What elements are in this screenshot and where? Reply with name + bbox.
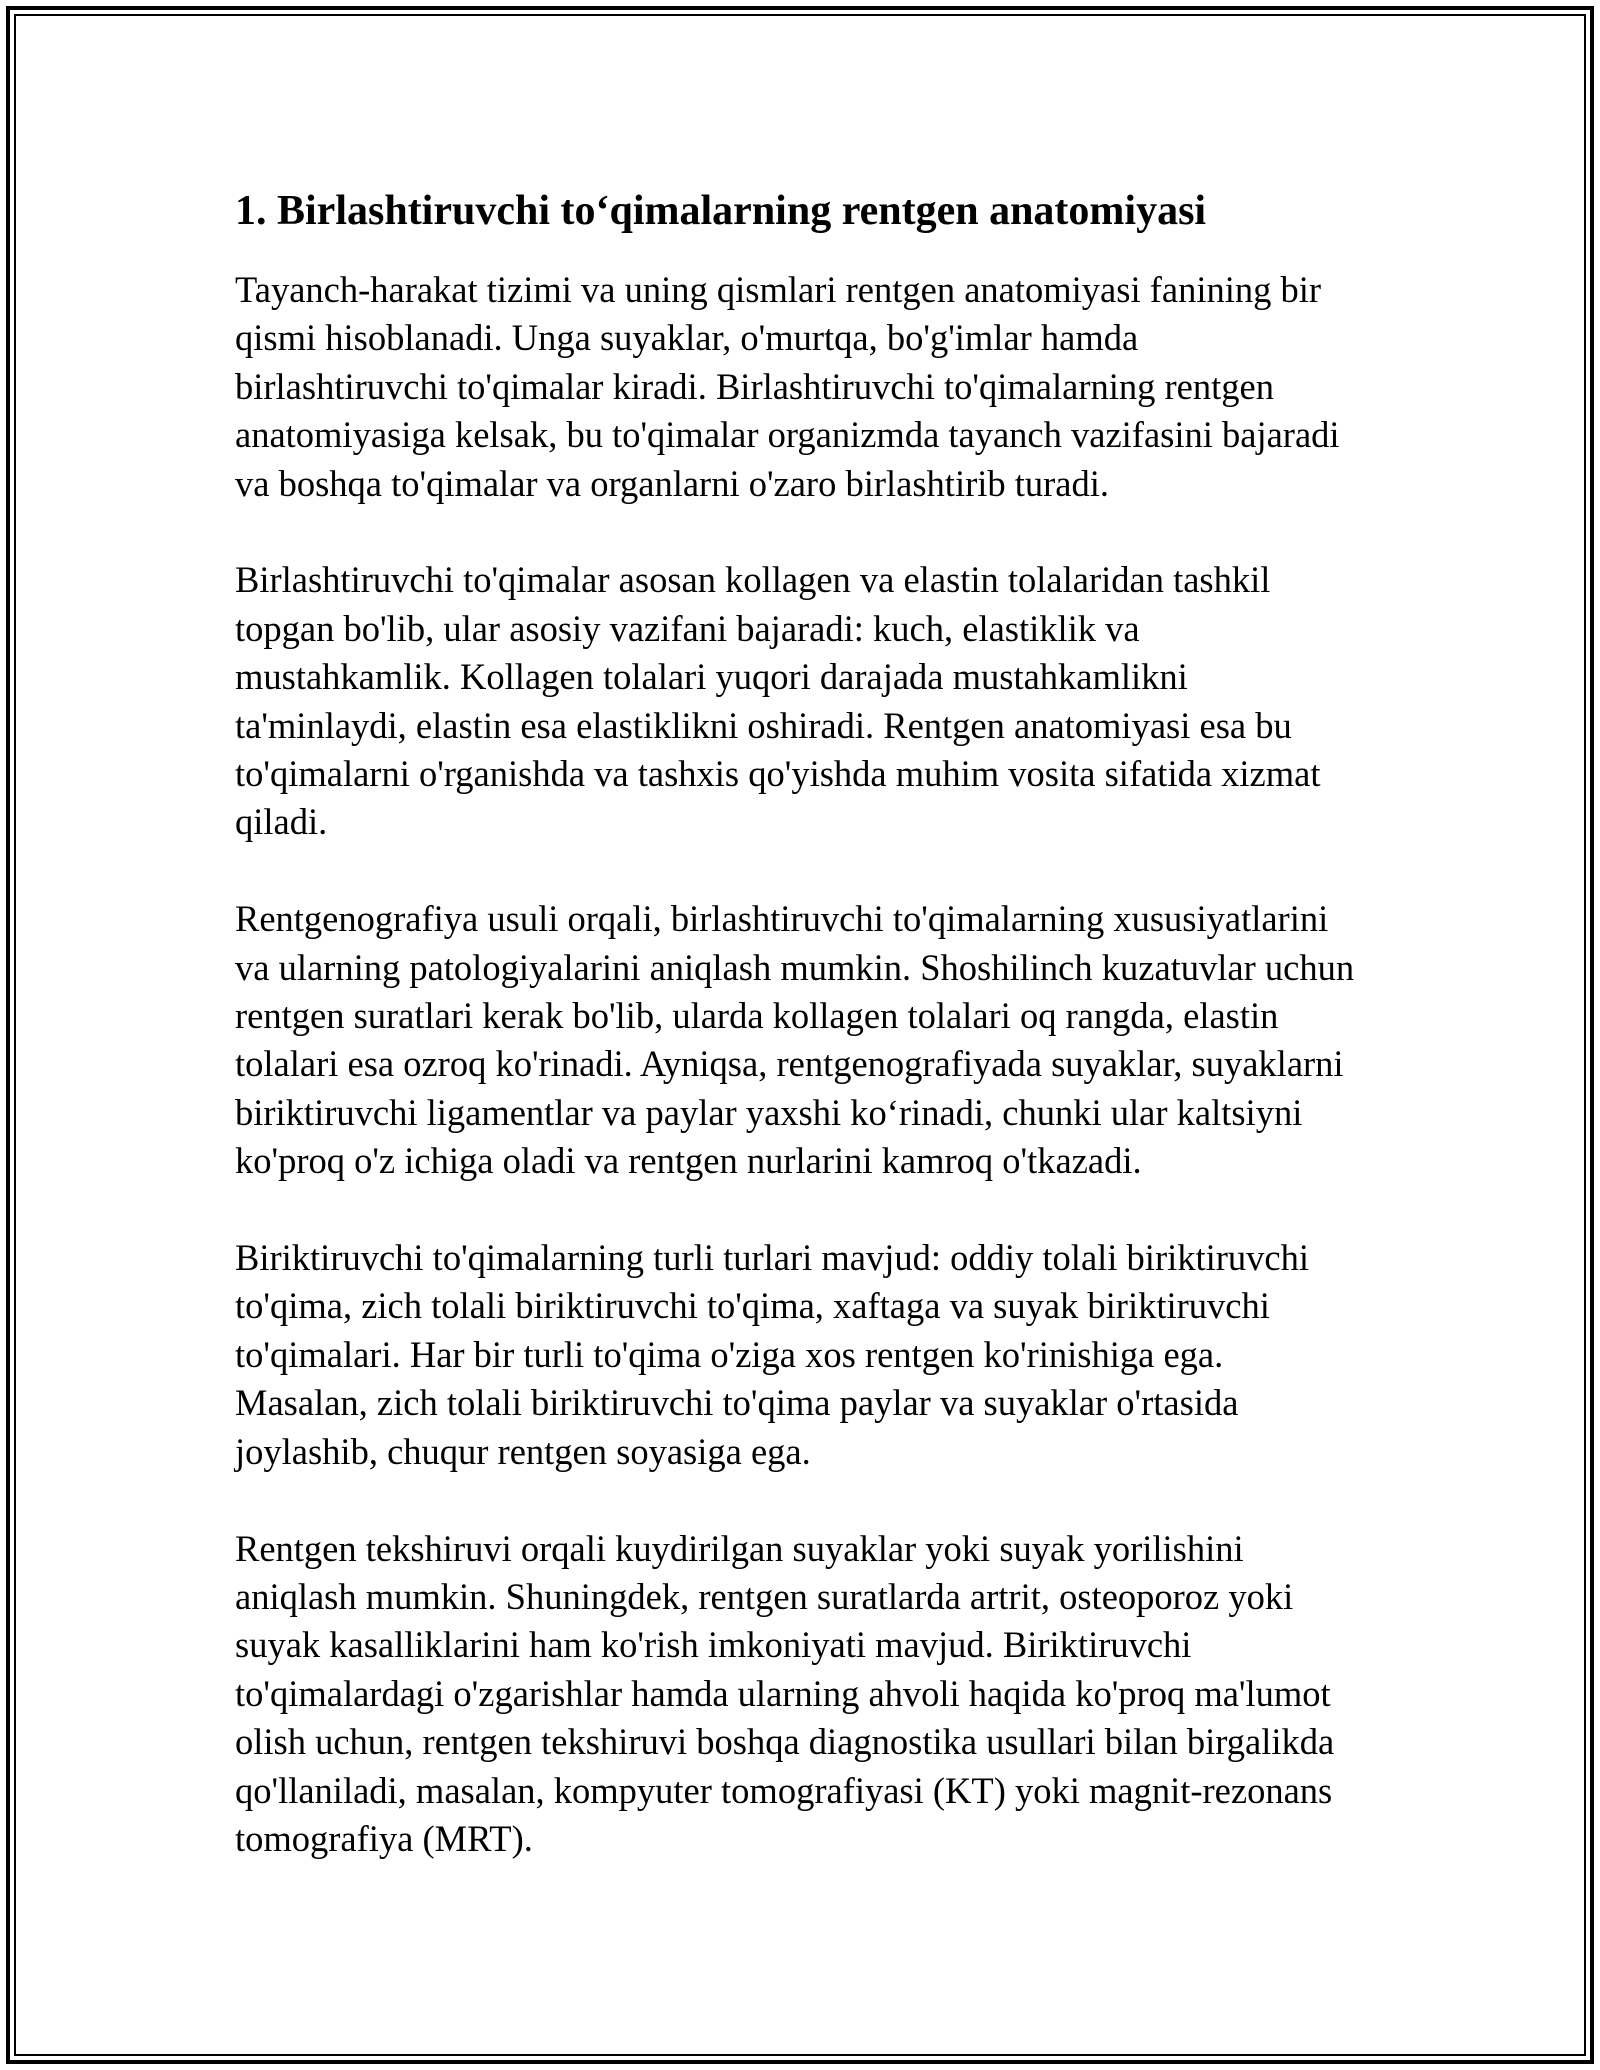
paragraph-line: olish uchun, rentgen tekshiruvi boshqa diagnostika usullari bilan birgalikda <box>235 1721 1335 1763</box>
paragraph-line: aniqlash mumkin. Shuningdek, rentgen suratlarda artrit, osteoporoz yoki <box>235 1575 1294 1617</box>
paragraph-line: rentgen suratlari kerak bo'lib, ularda kollagen tolalari oq rangda, elastin <box>235 995 1279 1037</box>
document-body <box>235 186 1354 1863</box>
paragraph-line: Masalan, zich tolali biriktiruvchi to'qima paylar va suyaklar o'rtasida <box>235 1382 1239 1424</box>
paragraph-line: Rentgenografiya usuli orqali, birlashtiruvchi to'qimalarning xususiyatlarini <box>235 898 1329 940</box>
paragraph-line: topgan bo'lib, ular asosiy vazifani bajaradi: kuch, elastiklik va <box>235 607 1140 649</box>
paragraph-line: joylashib, chuqur rentgen soyasiga ega. <box>235 1430 811 1472</box>
paragraph-line: biriktiruvchi ligamentlar va paylar yaxshi ko‘rinadi, chunki ular kaltsiyni <box>235 1091 1303 1133</box>
paragraph-line: mustahkamlik. Kollagen tolalari yuqori darajada mustahkamlikni <box>235 656 1188 698</box>
paragraph-line: tomografiya (MRT). <box>235 1817 533 1859</box>
paragraph <box>235 1525 1354 1864</box>
paragraph-line: Biriktiruvchi to'qimalarning turli turlari mavjud: oddiy tolali biriktiruvchi <box>235 1237 1310 1279</box>
paragraph <box>235 895 1354 1185</box>
paragraph-line: anatomiyasiga kelsak, bu to'qimalar organizmda tayanch vazifasini bajaradi <box>235 414 1340 456</box>
paragraph-line: qismi hisoblanadi. Unga suyaklar, o'murtqa, bo'g'imlar hamda <box>235 317 1139 359</box>
paragraph-line: ta'minlaydi, elastin esa elastiklikni oshiradi. Rentgen anatomiyasi esa bu <box>235 704 1292 746</box>
paragraph-line: Rentgen tekshiruvi orqali kuydirilgan suyaklar yoki suyak yorilishini <box>235 1527 1244 1569</box>
paragraph-line: tolalari esa ozroq ko'rinadi. Ayniqsa, rentgenografiyada suyaklar, suyaklarni <box>235 1043 1344 1085</box>
paragraph <box>235 556 1354 846</box>
paragraph-line: va boshqa to'qimalar va organlarni o'zaro birlashtirib turadi. <box>235 462 1110 504</box>
paragraph-line: qo'llaniladi, masalan, kompyuter tomografiyasi (KT) yoki magnit-rezonans <box>235 1769 1333 1811</box>
paragraph-line: Birlashtiruvchi to'qimalar asosan kollagen va elastin tolalaridan tashkil <box>235 559 1271 601</box>
paragraph-line: birlashtiruvchi to'qimalar kiradi. Birlashtiruvchi to'qimalarning rentgen <box>235 365 1274 407</box>
paragraph-line: va ularning patologiyalarini aniqlash mumkin. Shoshilinch kuzatuvlar uchun <box>235 946 1355 988</box>
paragraph-line: to'qimalardagi o'zgarishlar hamda ularning ahvoli haqida ko'proq ma'lumot <box>235 1672 1331 1714</box>
paragraph-line: qiladi. <box>235 801 328 843</box>
paragraph-line: to'qimalarni o'rganishda va tashxis qo'yishda muhim vosita sifatida xizmat <box>235 753 1321 795</box>
paragraph-line: Tayanch-harakat tizimi va uning qismlari rentgen anatomiyasi fanining bir <box>235 269 1322 310</box>
paragraph-line: to'qimalari. Har bir turli to'qima o'ziga xos rentgen ko'rinishiga ega. <box>235 1333 1224 1375</box>
section-heading: 1. Birlashtiruvchi to‘qimalarning rentgen anatomiyasi <box>235 188 1207 234</box>
paragraph <box>235 266 1354 508</box>
paragraph-line: suyak kasalliklarini ham ko'rish imkoniyati mavjud. Biriktiruvchi <box>235 1624 1192 1666</box>
paragraph <box>235 1234 1354 1476</box>
paragraph-line: to'qima, zich tolali biriktiruvchi to'qima, xaftaga va suyak biriktiruvchi <box>235 1285 1270 1327</box>
paragraph-line: ko'proq o'z ichiga oladi va rentgen nurlarini kamroq o'tkazadi. <box>235 1140 1142 1182</box>
